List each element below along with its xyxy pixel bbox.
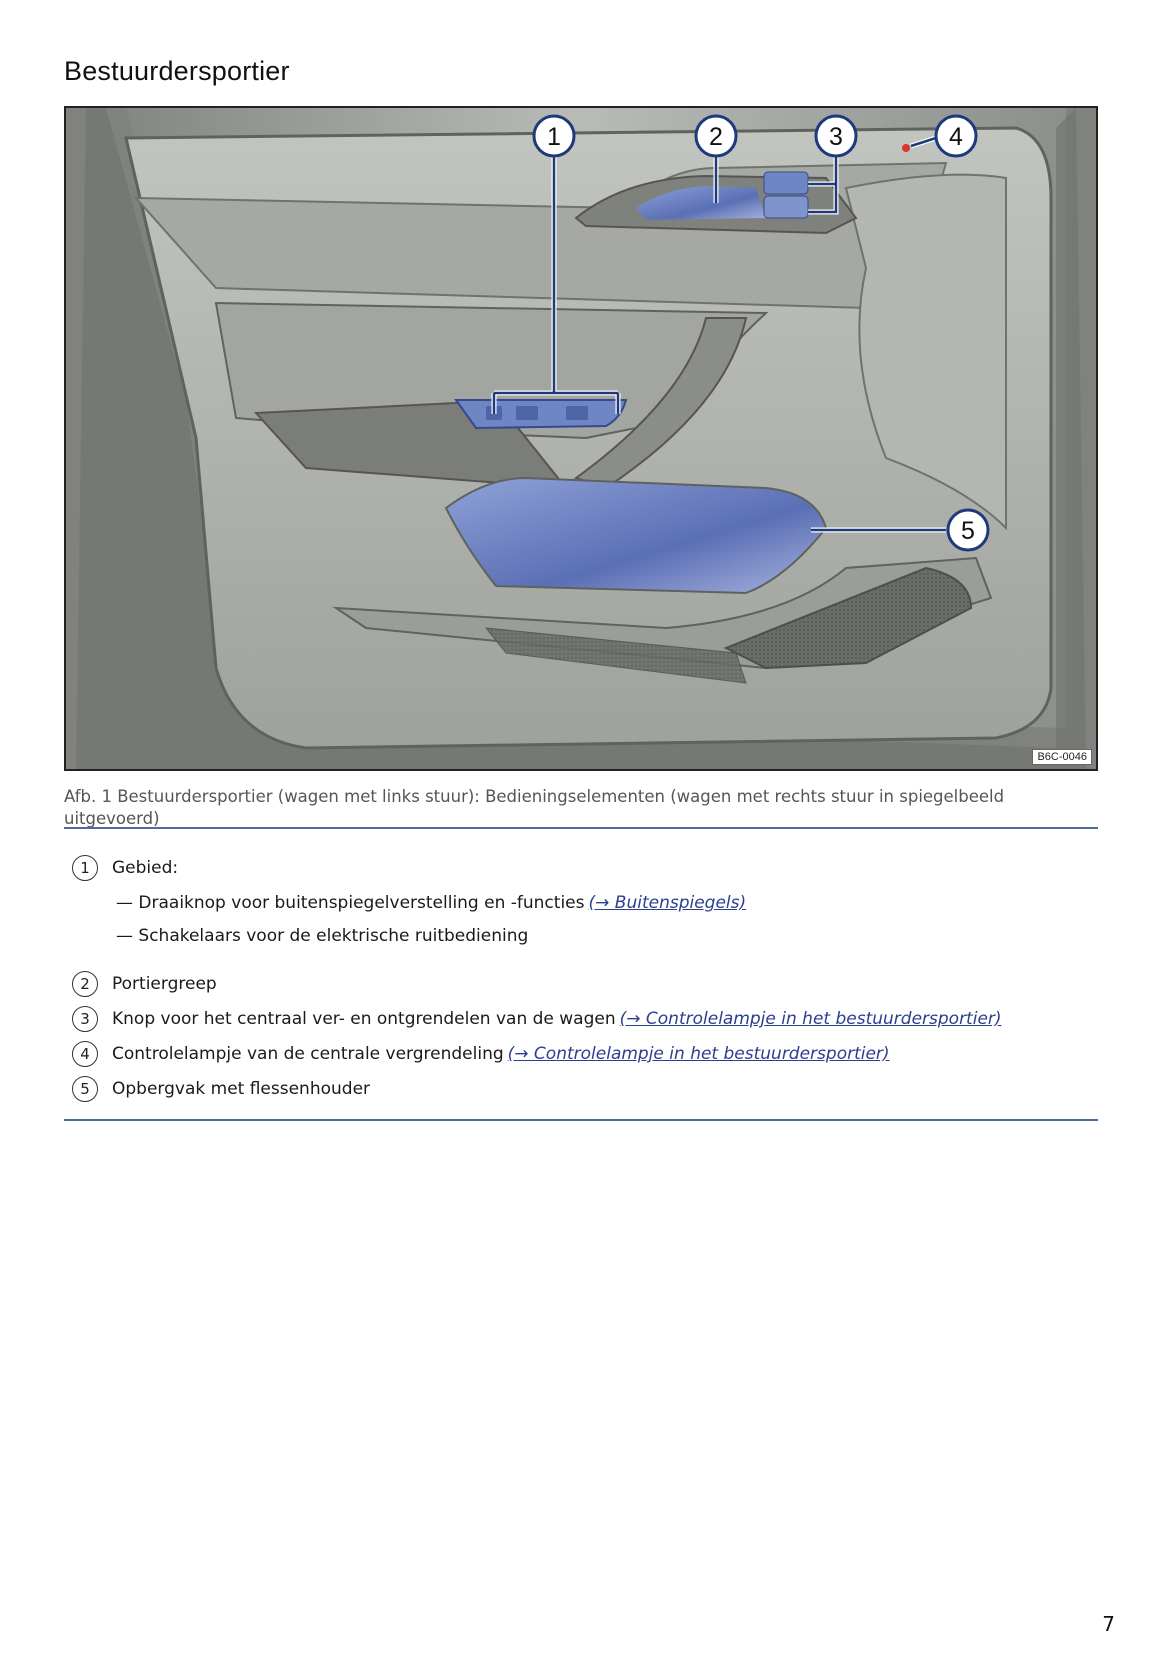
legend-item-3 (72, 1006, 1102, 1041)
svg-text:1: 1 (547, 123, 561, 151)
legend-item-5 (72, 1076, 1102, 1111)
callout-2 (696, 116, 736, 156)
legend-number: 3 (72, 1006, 98, 1032)
lock-button-lower (764, 196, 808, 218)
door-drawing (66, 108, 1096, 769)
storage-pocket (446, 478, 826, 593)
legend-subitem-mirror (72, 890, 1102, 923)
lock-button-upper (764, 172, 808, 194)
page-title: Bestuurdersportier (64, 56, 290, 86)
legend-item-1 (72, 855, 1102, 890)
legend-number: 1 (72, 855, 98, 881)
legend-text: Opbergvak met flessenhouder (112, 1079, 371, 1099)
legend-item-4 (72, 1041, 1102, 1076)
door-illustration (64, 106, 1098, 771)
window-switch-panel (456, 400, 626, 428)
svg-text:5: 5 (961, 517, 975, 545)
legend-text: Portiergreep (112, 974, 217, 994)
page-number: 7 (1102, 1612, 1115, 1636)
legend-subitem-windows (72, 923, 1102, 971)
callout-4 (936, 116, 976, 156)
svg-text:2: 2 (709, 123, 723, 151)
figure-caption: Afb. 1 Bestuurdersportier (wagen met links stuur): Bedieningselementen (wagen met rechts stuur in spiegelbeeld uitgevoerd) (64, 787, 1005, 828)
divider-top (64, 827, 1098, 829)
legend-number: 2 (72, 971, 98, 997)
legend-list (72, 855, 1102, 1111)
legend-item-2 (72, 971, 1102, 1006)
image-code: B6C-0046 (1032, 749, 1092, 765)
callout-1 (534, 116, 574, 156)
warning-lamp (902, 144, 910, 152)
svg-text:3: 3 (829, 123, 843, 151)
legend-text: Gebied: (112, 858, 179, 878)
legend-text: Knop voor het centraal ver- en ontgrendelen van de wagen (112, 1009, 616, 1029)
callout-3 (816, 116, 856, 156)
link-controlelampje[interactable]: (→ Controlelampje in het bestuurdersportier) (619, 1009, 1002, 1029)
link-controlelampje[interactable]: (→ Controlelampje in het bestuurdersportier) (507, 1044, 890, 1064)
subitem-text: — Draaiknop voor buitenspiegelverstelling en -functies (116, 893, 585, 913)
legend-text: Controlelampje van de centrale vergrendeling (112, 1044, 504, 1064)
link-buitenspiegels[interactable]: (→ Buitenspiegels) (588, 893, 747, 913)
legend-number: 4 (72, 1041, 98, 1067)
subitem-text: — Schakelaars voor de elektrische ruitbediening (116, 926, 529, 946)
svg-text:4: 4 (949, 123, 963, 151)
divider-bottom (64, 1119, 1098, 1121)
legend-number: 5 (72, 1076, 98, 1102)
callout-5 (948, 510, 988, 550)
